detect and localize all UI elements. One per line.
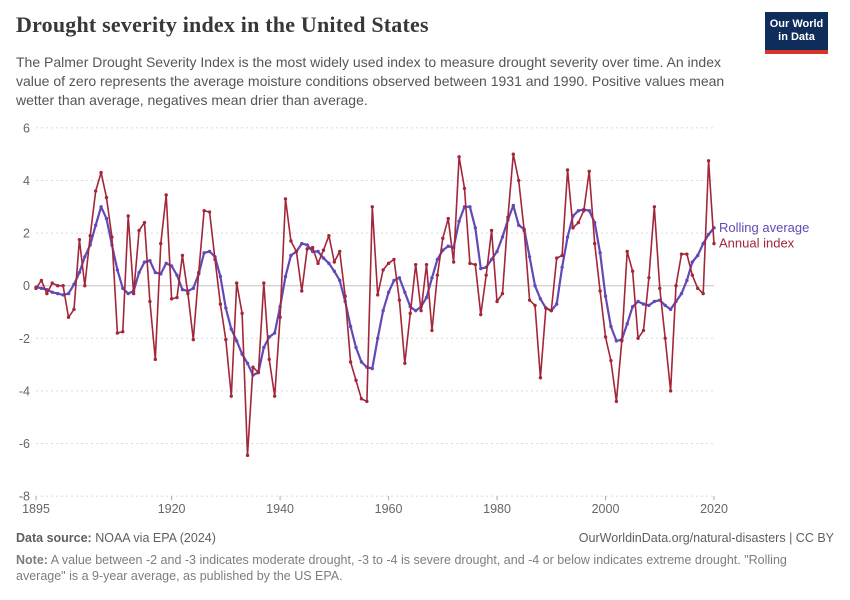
annual-index-point [593,242,596,245]
annual-index-point [457,155,460,158]
annual-index-point [501,292,504,295]
annual-index-point [517,179,520,182]
annual-index-point [674,284,677,287]
y-axis-tick-label: 4 [23,174,30,188]
rolling-average-point [685,279,688,282]
annual-index-point [343,295,346,298]
data-source-label: Data source: [16,531,92,545]
annual-index-point [468,262,471,265]
annual-index-point [376,293,379,296]
note-row [16,552,834,584]
annual-index-point [441,237,444,240]
annual-index-point [295,250,298,253]
rolling-average-point [300,242,303,245]
annual-index-point [181,254,184,257]
annual-index-point [647,276,650,279]
rolling-average-point [208,250,211,253]
annual-index-point [436,273,439,276]
x-axis-tick-label: 2020 [700,502,728,517]
annual-index-point [701,292,704,295]
rolling-average-point [56,292,59,295]
annual-index-point [533,304,536,307]
owid-logo-line2: in Data [778,31,815,43]
rolling-average-point [349,325,352,328]
chart-footer [16,531,834,584]
annual-index-point [577,221,580,224]
rolling-average-point [230,327,233,330]
annual-index-point [306,247,309,250]
rolling-average-point [192,287,195,290]
y-axis-tick-label: -2 [18,331,30,346]
rolling-average-point [609,325,612,328]
annual-index-point [626,250,629,253]
annual-index-point [447,217,450,220]
annual-index-point [268,358,271,361]
rolling-average-point [273,331,276,334]
annual-index-point [409,312,412,315]
rolling-average-point [202,251,205,254]
rolling-average-point [392,279,395,282]
x-axis-tick-label: 1940 [266,502,294,517]
rolling-average-point [528,255,531,258]
y-axis-tick-label: -8 [18,489,30,504]
data-source [16,531,216,545]
rolling-average-point [67,292,70,295]
annual-index-point [381,268,384,271]
annual-index-point [110,235,113,238]
rolling-average-point [701,242,704,245]
rolling-average-point [164,262,167,265]
annual-index-point [691,273,694,276]
annual-index-point [474,263,477,266]
rolling-average-point [246,362,249,365]
x-axis-tick-label: 1980 [483,502,511,517]
annual-index-point [83,284,86,287]
rolling-average-point [566,235,569,238]
annual-index-point [360,397,363,400]
annual-index-point [322,248,325,251]
annual-index-point [419,309,422,312]
annual-index-point [588,170,591,173]
annual-index-point [284,197,287,200]
y-axis-tick-label: -6 [18,437,30,451]
rolling-average-point [289,254,292,257]
annual-index-point [34,287,37,290]
rolling-average-point [387,291,390,294]
owid-link[interactable]: OurWorldinData.org/natural-disasters [578,531,786,545]
rolling-average-point [414,309,417,312]
rolling-average-point [105,217,108,220]
annual-index-point [550,309,553,312]
x-axis-tick-label: 1920 [157,502,186,517]
annual-index-point [685,252,688,255]
rolling-average-point [181,288,184,291]
annual-index-point [398,298,401,301]
annual-index-point [300,289,303,292]
rolling-average-point [512,204,515,207]
annual-index-point [620,339,623,342]
annual-index-point [425,263,428,266]
note-text: A value between -2 and -3 indicates moderate drought, -3 to -4 is severe drought, and -4 or below indicates extreme drought. "Rolling average" is a 9-year average, as published by the US EPA. [16,553,787,583]
rolling-average-point [626,322,629,325]
annual-index-point [219,302,222,305]
x-axis-tick-label: 1895 [22,502,50,517]
annual-index-point [99,171,102,174]
annual-index-point [127,214,130,217]
rolling-average-point [316,250,319,253]
annual-index-point [67,316,70,319]
rolling-average-point [642,302,645,305]
annual-index-point [262,281,265,284]
rolling-average-point [94,224,97,227]
rolling-average-point [425,296,428,299]
annual-index-point [707,159,710,162]
rolling-average-point [327,262,330,265]
annual-index-point [484,273,487,276]
annual-index-point [45,292,48,295]
rolling-average-point [262,346,265,349]
annual-index-point [170,297,173,300]
annual-index-point [653,205,656,208]
annual-index-point [680,252,683,255]
rolling-average-point [51,291,54,294]
annual-index-point [365,400,368,403]
rolling-average-point [636,300,639,303]
annual-index-point [392,258,395,261]
rolling-average-point [430,276,433,279]
annual-index-point [544,306,547,309]
annual-index-point [278,316,281,319]
rolling-average-point [631,305,634,308]
rolling-average-point [127,292,130,295]
annual-index-point [479,313,482,316]
attribution [579,531,834,545]
rolling-average-point [284,275,287,278]
annual-index-point [490,229,493,232]
annual-index-point [316,262,319,265]
rolling-average-point [354,346,357,349]
annual-index-point [512,153,515,156]
rolling-average-point [376,337,379,340]
annual-index-point [230,394,233,397]
annual-index-point [164,193,167,196]
annual-index-point [327,234,330,237]
annual-index-point [387,262,390,265]
annual-index-point [349,360,352,363]
annual-index-point [116,331,119,334]
annual-index-point [571,226,574,229]
annual-index-point [94,189,97,192]
annual-index-point [604,335,607,338]
rolling-average-point [707,233,710,236]
data-source-value: NOAA via EPA (2024) [95,531,216,545]
note-label: Note: [16,553,48,567]
annual-index-point [371,205,374,208]
annual-index-point [598,289,601,292]
annual-index-point [240,312,243,315]
annual-index-point [338,250,341,253]
annual-index-point [235,281,238,284]
owid-logo-line1: Our World [769,18,824,30]
annual-index-point [56,284,59,287]
annual-index-point [51,281,54,284]
annual-index-point [137,229,140,232]
page-title: Drought severity index in the United States [16,12,429,37]
rolling-average-point [99,205,102,208]
annual-index-point [311,246,314,249]
y-axis-tick-label: 0 [23,279,30,294]
annual-index-point [105,196,108,199]
annual-index-point [186,292,189,295]
rolling-average-point [143,260,146,263]
y-axis-tick-label: 6 [23,121,30,136]
annual-index-point [712,242,715,245]
y-axis-tick-label: 2 [23,226,30,241]
annual-index-point [78,238,81,241]
rolling-average-point [680,292,683,295]
annual-index-point [696,287,699,290]
annual-index-point [72,308,75,311]
annual-index-line [36,154,714,455]
annual-index-point [631,270,634,273]
rolling-average-point [479,267,482,270]
annual-index-point [555,256,558,259]
annual-index-point [414,263,417,266]
annual-index-point [213,258,216,261]
legend-label-annual-index[interactable]: Annual index [719,235,795,251]
rolling-average-point [474,226,477,229]
rolling-average-point [468,205,471,208]
annual-index-point [192,338,195,341]
x-axis-tick-label: 2000 [591,502,620,517]
annual-index-point [148,300,151,303]
rolling-average-point [148,259,151,262]
license-label: CC BY [795,531,834,545]
annual-index-point [354,379,357,382]
annual-index-point [452,260,455,263]
rolling-average-point [501,235,504,238]
rolling-average-point [338,279,341,282]
rolling-average-point [696,254,699,257]
rolling-average-point [154,271,157,274]
rolling-average-point [604,295,607,298]
annual-index-point [132,292,135,295]
rolling-average-point [691,260,694,263]
rolling-average-point [663,304,666,307]
annual-index-point [522,229,525,232]
annual-index-point [208,210,211,213]
annual-index-point [528,298,531,301]
rolling-average-point [647,304,650,307]
annual-index-point [669,389,672,392]
annual-index-point [89,234,92,237]
annual-index-point [224,338,227,341]
rolling-average-point [588,209,591,212]
rolling-average-point [381,309,384,312]
annual-index-point [143,221,146,224]
rolling-average-point [598,251,601,254]
attribution-separator: | [785,531,796,545]
annual-index-point [636,337,639,340]
rolling-average-point [360,360,363,363]
rolling-average-point [490,258,493,261]
rolling-average-point [533,284,536,287]
rolling-average-point [398,276,401,279]
rolling-average-point [653,300,656,303]
rolling-average-point [333,270,336,273]
rolling-average-point [436,258,439,261]
source-row [16,531,834,545]
rolling-average-point [224,306,227,309]
annual-index-point [121,330,124,333]
rolling-average-point [560,266,563,269]
annual-index-point [663,337,666,340]
x-axis-tick-label: 1960 [374,502,403,517]
rolling-average-point [517,224,520,227]
annual-index-point [202,209,205,212]
rolling-average-point [175,273,178,276]
rolling-average-point [78,271,81,274]
annual-index-point [333,260,336,263]
annual-index-point [539,376,542,379]
rolling-average-point [219,275,222,278]
rolling-average-point [539,297,542,300]
annual-index-point [609,359,612,362]
rolling-average-point [40,287,43,290]
y-axis-tick-label: -4 [18,384,30,399]
annual-index-point [197,271,200,274]
annual-index-point [251,366,254,369]
rolling-average-point [447,245,450,248]
annual-index-point [658,287,661,290]
annual-index-point [506,216,509,219]
rolling-average-point [555,302,558,305]
annual-index-point [615,400,618,403]
annual-index-point [582,209,585,212]
annual-index-point [273,394,276,397]
rolling-average-point [116,268,119,271]
chart-subtitle: The Palmer Drought Severity Index is the most widely used index to measure drought severity over time. An index value of zero represents the average moisture conditions observed between 1931 and 1990. Positive values mean wetter than average, negatives mean drier than average. [16,54,725,108]
annual-index-point [403,362,406,365]
annual-index-point [289,239,292,242]
rolling-average-point [615,339,618,342]
annual-index-point [463,187,466,190]
annual-index-point [154,358,157,361]
rolling-average-point [669,308,672,311]
rolling-average-point [137,271,140,274]
annual-index-point [40,279,43,282]
rolling-average-point [403,291,406,294]
rolling-average-point [235,339,238,342]
annual-index-point [642,329,645,332]
annual-index-point [495,300,498,303]
rolling-average-point [306,243,309,246]
rolling-average-point [322,256,325,259]
annual-index-point [175,296,178,299]
annual-index-point [246,454,249,457]
annual-index-point [159,242,162,245]
annual-index-point [61,284,64,287]
legend-label-rolling-average[interactable]: Rolling average [719,219,810,235]
annual-index-point [257,371,260,374]
rolling-average-point [457,220,460,223]
annual-index-point [566,168,569,171]
rolling-average-point [577,209,580,212]
rolling-average-point [371,367,374,370]
annual-index-point [560,254,563,257]
rolling-average-point [495,250,498,253]
rolling-average-point [83,255,86,258]
annual-index-point [430,329,433,332]
